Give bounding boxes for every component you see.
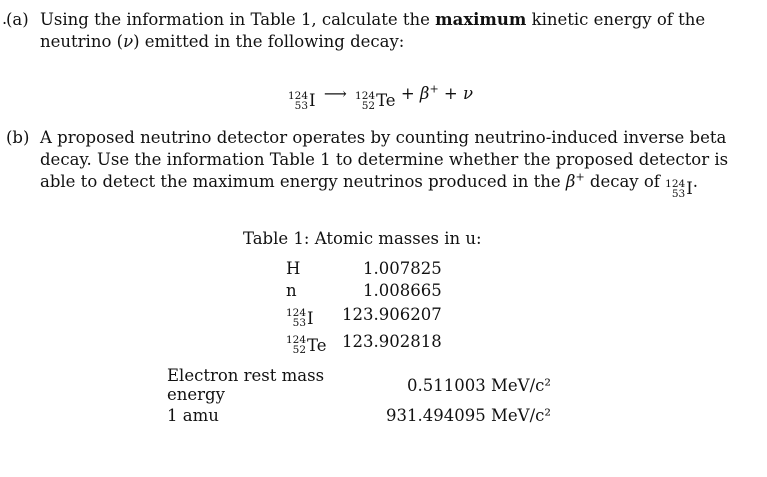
nuclide-tellurium-124 <box>355 89 396 113</box>
element-symbol: Te <box>376 91 396 110</box>
element-symbol: Te <box>307 335 327 355</box>
row-value: 123.906207 <box>342 305 442 324</box>
mass-number: 124 <box>286 334 307 346</box>
beta-charge: + <box>575 170 585 184</box>
nuclide-iodine-124 <box>286 308 314 328</box>
element-symbol: I <box>309 91 316 110</box>
part-b-text: A proposed neutrino detector operates by counting neutrino-induced inverse beta decay. Use the information Table 1 to determine whether the proposed detector is able to detect the maximum energy neutrinos produced in the β+ decay of 124 53 I . <box>40 128 729 200</box>
part-a-text: Using the information in Table 1, calculate the maximum kinetic energy of the neutrino (ν) emitted in the following decay: <box>40 10 706 51</box>
table-row <box>280 301 442 328</box>
neutrino-symbol: ν <box>462 84 474 103</box>
table-row <box>167 366 551 404</box>
table-row <box>167 404 551 426</box>
mass-number: 124 <box>665 178 686 190</box>
table-row <box>280 257 442 279</box>
cropped-edge-mark: . <box>2 9 8 28</box>
constant-name: 1 amu <box>167 405 219 425</box>
part-b-label: (b) <box>6 128 30 147</box>
constant-name: Electron rest mass energy <box>167 366 325 404</box>
reaction-arrow: ⟶ <box>323 84 347 103</box>
table-caption: Table 1: Atomic masses in u: <box>243 229 482 248</box>
row-value: 1.008665 <box>363 280 442 300</box>
plus-sign: + <box>400 84 415 103</box>
nuclide-iodine-124 <box>665 178 693 200</box>
nuclide-tellurium-124 <box>286 335 327 355</box>
atomic-number: 53 <box>294 100 309 112</box>
row-symbol <box>280 328 342 355</box>
question-part-a <box>6 9 751 53</box>
beta-charge: + <box>429 82 439 96</box>
mass-number: 124 <box>355 90 376 102</box>
mass-number: 124 <box>286 307 307 319</box>
beta-symbol: β <box>419 84 430 103</box>
plus-sign: + <box>443 84 458 103</box>
row-value: 123.902818 <box>342 332 442 351</box>
neutrino-symbol: ν <box>123 32 134 51</box>
beta-symbol: β <box>565 172 576 191</box>
row-value: 1.007825 <box>363 258 442 278</box>
mass-number: 124 <box>288 90 309 102</box>
constant-value: 931.494095 MeV/c² <box>386 405 551 425</box>
constants-table <box>167 366 551 426</box>
atomic-number: 53 <box>292 317 307 329</box>
row-symbol <box>280 301 342 328</box>
row-symbol: H <box>286 258 301 278</box>
table-row <box>280 279 442 301</box>
question-part-b <box>6 127 751 200</box>
decay-equation <box>288 82 473 113</box>
atomic-number: 53 <box>671 188 686 200</box>
table-row <box>280 328 442 355</box>
atomic-number: 52 <box>361 100 376 112</box>
element-symbol: I <box>686 179 693 198</box>
constant-value: 0.511003 MeV/c² <box>407 375 551 395</box>
atomic-mass-table <box>280 257 442 355</box>
part-a-label: (a) <box>6 10 29 29</box>
row-symbol: n <box>286 280 297 300</box>
nuclide-iodine-124 <box>288 89 316 113</box>
element-symbol: I <box>307 308 314 328</box>
emphasis-maximum: maximum <box>435 10 527 29</box>
atomic-number: 52 <box>292 344 307 356</box>
